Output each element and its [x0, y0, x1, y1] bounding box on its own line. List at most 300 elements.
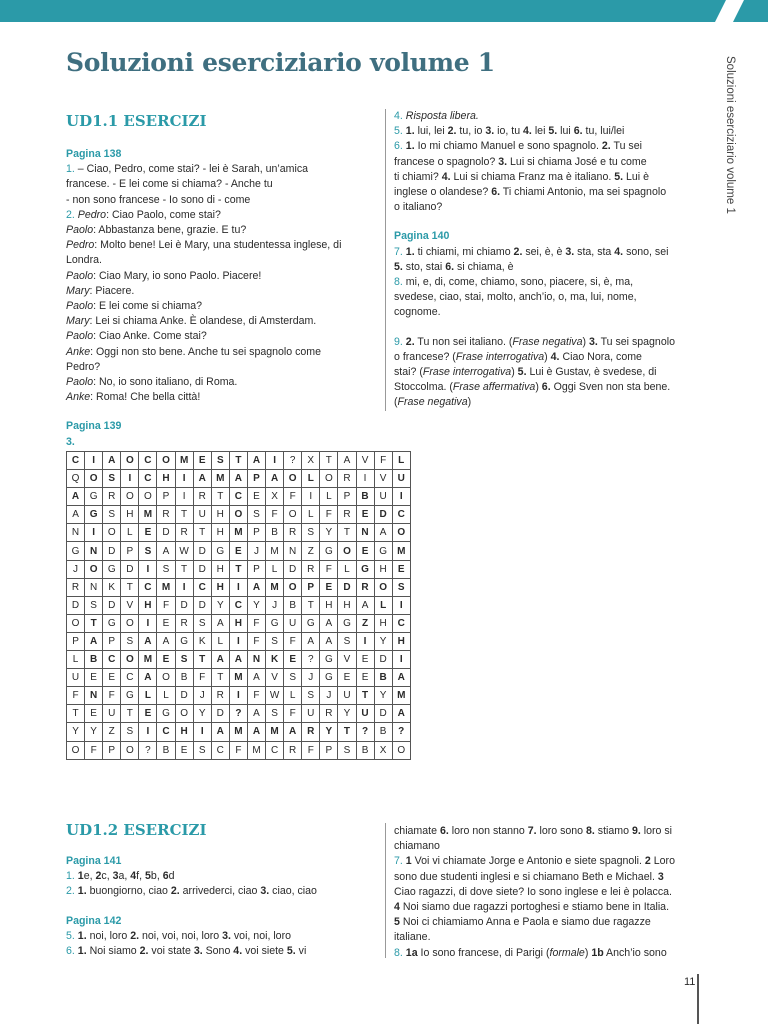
item-number: 4.: [441, 170, 451, 183]
page-number: 11: [684, 976, 696, 988]
grid-cell: A: [211, 723, 229, 741]
item-number: 1.: [405, 125, 415, 138]
item-number: 1.: [405, 245, 415, 258]
grid-cell: I: [266, 452, 284, 470]
grid-cell: I: [356, 470, 374, 488]
grid-cell: U: [67, 669, 85, 687]
grid-cell: M: [392, 542, 410, 560]
grid-cell: O: [374, 578, 392, 596]
item-number: 1: [405, 855, 412, 868]
grid-cell: U: [374, 488, 392, 506]
exercise-7-line: [394, 260, 704, 275]
grid-cell: P: [320, 741, 338, 759]
item-text: voi state: [148, 945, 194, 958]
exercise-7-line: [394, 870, 704, 885]
page-number-bar: [697, 974, 699, 1024]
dialogue-line: [66, 360, 376, 375]
grid-cell: R: [338, 506, 356, 524]
item-number: 7.: [527, 825, 537, 837]
grid-cell: E: [356, 669, 374, 687]
grid-cell: I: [302, 488, 320, 506]
item-text: arrivederci, ciao: [179, 885, 261, 898]
dialogue-speaker: Paolo: [66, 269, 94, 282]
grid-cell: D: [374, 651, 392, 669]
grid-cell: R: [175, 614, 193, 632]
grid-cell: S: [266, 705, 284, 723]
item-text: f,: [136, 870, 146, 883]
grid-cell: I: [229, 632, 247, 650]
grid-cell: Z: [103, 723, 121, 741]
exercise-9-line: o francese? (Frase interrogativa) 4. Ciao Nora, come: [394, 350, 642, 363]
item-number: 4.: [614, 245, 624, 258]
grid-cell: A: [157, 632, 175, 650]
grid-cell: C: [266, 741, 284, 759]
item-number: 2.: [130, 929, 140, 942]
grid-cell: I: [85, 452, 103, 470]
exercise-7: [394, 854, 704, 945]
item-text: noi, loro: [86, 929, 131, 942]
item-text: e,: [83, 870, 96, 883]
dialogue-speaker: Pedro: [77, 208, 107, 221]
grid-cell: E: [392, 560, 410, 578]
section-heading-ud12: UD1.2 ESERCIZI: [66, 821, 207, 839]
item-text: ti chiami, mi chiamo: [414, 245, 514, 258]
grid-cell: T: [85, 614, 103, 632]
grid-cell: L: [157, 687, 175, 705]
item-number: 2.: [601, 140, 611, 153]
item-text: Tu sei: [610, 140, 642, 153]
item-text: Noi siamo: [86, 945, 140, 958]
exercise-1-line: 1. – Ciao, Pedro, come stai? - lei è Sarah, un’amica: [66, 163, 309, 176]
grid-cell: B: [175, 669, 193, 687]
grid-cell: D: [374, 705, 392, 723]
grid-cell: E: [139, 705, 157, 723]
grid-cell: G: [103, 560, 121, 578]
dialogue-speaker: Paolo: [66, 224, 94, 237]
grid-cell: D: [175, 687, 193, 705]
grid-cell: H: [211, 560, 229, 578]
grid-cell: J: [247, 542, 265, 560]
grid-cell: J: [266, 596, 284, 614]
grid-cell: E: [284, 651, 302, 669]
grid-cell: M: [392, 687, 410, 705]
grid-cell: D: [193, 560, 211, 578]
grid-cell: F: [67, 687, 85, 705]
grid-cell: V: [121, 596, 139, 614]
grid-cell: O: [229, 506, 247, 524]
grid-cell: A: [67, 506, 85, 524]
item-text: ciao, ciao: [269, 885, 317, 898]
grid-row: [67, 632, 411, 650]
dialogue-line: [66, 314, 376, 329]
exercise-7-line: [394, 915, 704, 930]
grid-cell: D: [211, 705, 229, 723]
dialogue-speaker: Paolo: [66, 300, 94, 313]
item-number: 1: [77, 870, 84, 883]
grid-cell: H: [392, 632, 410, 650]
item-text: loro non stanno: [448, 825, 528, 837]
grid-cell: L: [266, 560, 284, 578]
dialogue-speaker: Paolo: [66, 330, 94, 343]
grid-cell: H: [175, 723, 193, 741]
item-text: sono, sei: [623, 245, 669, 258]
grid-cell: F: [247, 687, 265, 705]
item-number: 4.: [233, 945, 243, 958]
exercise-7-line: [394, 854, 704, 869]
grid-cell: A: [374, 524, 392, 542]
grid-cell: Y: [374, 687, 392, 705]
grid-cell: G: [356, 560, 374, 578]
grid-cell: F: [320, 560, 338, 578]
grid-cell: C: [392, 506, 410, 524]
item-text: sto, stai: [402, 260, 446, 273]
grid-cell: A: [302, 632, 320, 650]
grid-cell: C: [67, 452, 85, 470]
grid-cell: L: [302, 506, 320, 524]
grid-cell: L: [338, 560, 356, 578]
grid-cell: H: [211, 578, 229, 596]
item-text: francese o spagnolo?: [394, 155, 499, 168]
grid-cell: S: [392, 578, 410, 596]
grid-cell: S: [121, 723, 139, 741]
item-number: 1.: [77, 885, 87, 898]
grid-cell: G: [85, 506, 103, 524]
grid-cell: D: [175, 596, 193, 614]
grid-cell: H: [374, 560, 392, 578]
grid-cell: P: [103, 632, 121, 650]
dialogue-line: [66, 329, 376, 344]
grid-cell: F: [85, 741, 103, 759]
item-text: vi: [295, 945, 307, 958]
item-text: lei: [531, 125, 549, 138]
dialogue-text: : Ciao Mary, io sono Paolo. Piacere!: [93, 269, 262, 282]
section-heading-ud11: UD1.1 ESERCIZI: [66, 112, 207, 130]
exercise-8-line: [394, 290, 704, 305]
item-number: 2.: [170, 885, 180, 898]
exercise-5: 5. 1. noi, loro 2. noi, voi, noi, loro 3. voi, noi, loro: [66, 929, 291, 942]
grid-cell: J: [67, 560, 85, 578]
item-text: chiamate: [394, 825, 440, 837]
exercise-2-number: 2.: [66, 208, 75, 221]
grid-cell: E: [103, 669, 121, 687]
item-number: 3.: [193, 945, 203, 958]
ud11-left-column: [66, 147, 376, 450]
grid-cell: A: [320, 632, 338, 650]
item-text: Io mi chiamo Manuel e sono spagnolo.: [414, 140, 602, 153]
grid-cell: B: [356, 488, 374, 506]
dialogue-line: [66, 299, 376, 314]
dialogue-text: : Piacere.: [89, 284, 135, 297]
grid-cell: D: [121, 560, 139, 578]
page-title: Soluzioni eserciziario volume 1: [66, 48, 495, 77]
grid-cell: G: [67, 542, 85, 560]
item-number: 3: [112, 870, 119, 883]
grid-cell: T: [320, 452, 338, 470]
grid-cell: M: [229, 723, 247, 741]
grid-cell: Y: [67, 723, 85, 741]
item-text: a,: [118, 870, 131, 883]
grid-cell: H: [229, 614, 247, 632]
grid-cell: G: [338, 614, 356, 632]
item-number: 1.: [405, 140, 415, 153]
grid-cell: Y: [320, 723, 338, 741]
grid-cell: L: [67, 651, 85, 669]
grid-cell: A: [193, 470, 211, 488]
item-number: 6.: [439, 825, 449, 837]
item-number: 5.: [548, 125, 558, 138]
grid-cell: D: [374, 506, 392, 524]
grid-cell: A: [266, 470, 284, 488]
grid-cell: T: [229, 560, 247, 578]
exercise-8-line: 8. 1a Io sono francese, di Parigi (formale) 1b Anch’io sono: [394, 946, 667, 959]
grid-cell: S: [302, 524, 320, 542]
exercise-9-line: 9. 2. Tu non sei italiano. (Frase negativa) 3. Tu sei spagnolo: [394, 335, 675, 348]
grid-cell: J: [193, 687, 211, 705]
grid-cell: E: [157, 651, 175, 669]
item-number: 9.: [631, 825, 641, 837]
exercise-9-line: Stoccolma. (Frase affermativa) 6. Oggi Sven non sta bene.: [394, 381, 671, 394]
item-number: 2: [95, 870, 102, 883]
exercise-8-line: [394, 305, 704, 320]
grid-row: [67, 506, 411, 524]
column-divider: [385, 823, 386, 958]
item-number: 6.: [573, 125, 583, 138]
grid-cell: P: [247, 524, 265, 542]
grid-cell: U: [302, 705, 320, 723]
page-ref-142: Pagina 142: [66, 914, 122, 927]
item-text: noi, voi, noi, loro: [139, 929, 223, 942]
grid-cell: H: [121, 506, 139, 524]
exercise-6-line: [394, 200, 704, 215]
grid-cell: D: [157, 524, 175, 542]
grid-cell: H: [211, 506, 229, 524]
grid-cell: V: [374, 470, 392, 488]
ud11-right-column: [394, 109, 704, 411]
grid-cell: L: [139, 687, 157, 705]
exercise-6-line: [394, 139, 704, 154]
grid-cell: P: [103, 741, 121, 759]
grid-cell: B: [374, 669, 392, 687]
grid-cell: A: [85, 632, 103, 650]
grid-cell: G: [103, 614, 121, 632]
grid-cell: X: [302, 452, 320, 470]
grid-cell: I: [121, 470, 139, 488]
grid-cell: G: [85, 488, 103, 506]
grid-cell: C: [392, 614, 410, 632]
grid-cell: R: [67, 578, 85, 596]
grid-cell: S: [139, 542, 157, 560]
grid-row: [67, 560, 411, 578]
grid-cell: S: [157, 560, 175, 578]
dialogue-speaker: Paolo: [66, 376, 94, 389]
dialogue-speaker: Mary: [66, 315, 90, 328]
grid-row: [67, 687, 411, 705]
grid-cell: C: [139, 452, 157, 470]
grid-cell: A: [229, 651, 247, 669]
grid-cell: A: [103, 452, 121, 470]
grid-cell: T: [302, 596, 320, 614]
grid-row: [67, 614, 411, 632]
grid-cell: R: [175, 524, 193, 542]
grid-cell: X: [374, 741, 392, 759]
exercise-1-line: francese. - E lei come si chiama? - Anche tu: [66, 178, 273, 191]
grid-cell: G: [302, 614, 320, 632]
dialogue-text: : Ciao Anke. Come stai?: [93, 330, 207, 343]
grid-cell: Q: [67, 470, 85, 488]
item-text: d: [168, 870, 175, 883]
grid-cell: C: [193, 578, 211, 596]
grid-cell: H: [211, 524, 229, 542]
grid-cell: I: [85, 524, 103, 542]
grid-row: [67, 524, 411, 542]
grid-cell: T: [193, 651, 211, 669]
grid-cell: Y: [211, 596, 229, 614]
grid-cell: F: [103, 687, 121, 705]
grid-cell: S: [266, 632, 284, 650]
dialogue-text: : Lei si chiama Anke. È olandese, di Amsterdam.: [89, 315, 317, 328]
dialogue-line: [66, 284, 376, 299]
item-number: 3.: [485, 125, 495, 138]
grid-cell: O: [67, 614, 85, 632]
grid-cell: O: [121, 651, 139, 669]
grid-cell: A: [392, 705, 410, 723]
exercise-6: 6. 1. Noi siamo 2. voi state 3. Sono 4. voi siete 5. vi: [66, 945, 307, 958]
grid-row: [67, 488, 411, 506]
grid-cell: C: [211, 741, 229, 759]
grid-cell: I: [229, 687, 247, 705]
grid-cell: D: [193, 542, 211, 560]
item-text: o italiano?: [394, 201, 443, 214]
dialogue-line: [66, 390, 376, 405]
grid-cell: A: [211, 614, 229, 632]
item-text: italiane.: [394, 931, 431, 944]
grid-cell: F: [374, 452, 392, 470]
exercise-9-line: (Frase negativa): [394, 396, 472, 409]
grid-cell: I: [392, 651, 410, 669]
grid-cell: S: [85, 596, 103, 614]
grid-cell: A: [247, 705, 265, 723]
grid-cell: G: [320, 651, 338, 669]
exercise-6-number: 6.: [394, 140, 403, 153]
grid-cell: P: [247, 470, 265, 488]
grid-cell: H: [139, 596, 157, 614]
grid-cell: A: [229, 470, 247, 488]
dialogue-text: : Molto bene! Lei è Mary, una studentessa inglese, di: [94, 239, 342, 252]
grid-cell: D: [103, 542, 121, 560]
item-number: 3.: [498, 155, 508, 168]
grid-cell: L: [302, 470, 320, 488]
dialogue-speaker: Pedro: [66, 239, 95, 252]
grid-cell: C: [103, 651, 121, 669]
grid-cell: S: [284, 669, 302, 687]
grid-cell: U: [103, 705, 121, 723]
grid-cell: O: [284, 506, 302, 524]
item-number: 6.: [491, 186, 501, 199]
column-divider: [385, 109, 386, 411]
item-text: Loro: [650, 855, 675, 868]
item-text: cognome.: [394, 306, 441, 319]
grid-cell: O: [392, 741, 410, 759]
grid-cell: F: [266, 506, 284, 524]
exercise-6-line: [394, 155, 704, 170]
grid-cell: E: [356, 542, 374, 560]
grid-cell: W: [175, 542, 193, 560]
dialogue-line: [66, 238, 376, 253]
item-text: sei, è, è: [522, 245, 566, 258]
grid-cell: S: [338, 741, 356, 759]
item-number: 4: [130, 870, 137, 883]
exercise-8: [394, 275, 704, 321]
dialogue-speaker: Anke: [66, 345, 91, 358]
dialogue-text: : Roma! Che bella città!: [90, 391, 201, 404]
item-number: 4: [394, 901, 400, 914]
item-text: io, tu: [494, 125, 524, 138]
grid-cell: Y: [374, 632, 392, 650]
grid-cell: G: [374, 542, 392, 560]
exercise-1: 1. 1e, 2c, 3a, 4f, 5b, 6d: [66, 870, 175, 883]
grid-cell: A: [284, 723, 302, 741]
grid-cell: E: [85, 705, 103, 723]
exercise-6: [394, 139, 704, 215]
item-number: 2: [644, 855, 651, 868]
item-text: inglese o olandese?: [394, 186, 492, 199]
grid-cell: G: [266, 614, 284, 632]
grid-cell: T: [338, 723, 356, 741]
exercise-7: [394, 245, 704, 275]
item-number: 5.: [614, 170, 624, 183]
grid-cell: O: [392, 524, 410, 542]
grid-cell: I: [229, 578, 247, 596]
grid-cell: J: [302, 669, 320, 687]
grid-cell: S: [121, 632, 139, 650]
grid-cell: T: [175, 506, 193, 524]
grid-cell: S: [193, 741, 211, 759]
grid-cell: F: [229, 741, 247, 759]
item-text: Noi ci chiamiamo Anna e Paola e siamo due ragazze: [399, 916, 651, 929]
grid-cell: O: [85, 560, 103, 578]
item-text: Ti chiami Antonio, ma sei spagnolo: [500, 186, 667, 199]
grid-cell: I: [139, 723, 157, 741]
grid-cell: E: [356, 651, 374, 669]
item-text: loro si: [640, 825, 672, 837]
grid-cell: M: [139, 506, 157, 524]
item-text: sta, sta: [574, 245, 615, 258]
grid-cell: Z: [302, 542, 320, 560]
grid-cell: O: [157, 452, 175, 470]
grid-cell: L: [121, 524, 139, 542]
item-number: 8.: [586, 825, 595, 837]
exercise-2: 2. 1. buongiorno, ciao 2. arrivederci, ciao 3. ciao, ciao: [66, 885, 317, 898]
grid-cell: C: [229, 596, 247, 614]
grid-cell: A: [247, 723, 265, 741]
grid-cell: Y: [85, 723, 103, 741]
grid-cell: R: [103, 488, 121, 506]
grid-cell: A: [392, 669, 410, 687]
grid-row: [67, 669, 411, 687]
exercise-4: 4. Risposta libera.: [394, 110, 479, 122]
exercise-2-dialogue: [66, 208, 376, 406]
grid-cell: U: [193, 506, 211, 524]
grid-cell: F: [284, 632, 302, 650]
grid-cell: S: [103, 470, 121, 488]
dialogue-text: Pedro?: [66, 360, 101, 373]
item-text: lui, lei: [414, 125, 448, 138]
ud12-left-column: [66, 854, 376, 959]
item-text: loro sono: [536, 825, 587, 837]
item-text: mi, e, di, come, chiamo, sono, piacere, si, è, ma,: [405, 276, 634, 289]
grid-cell: T: [211, 488, 229, 506]
grid-cell: O: [121, 741, 139, 759]
